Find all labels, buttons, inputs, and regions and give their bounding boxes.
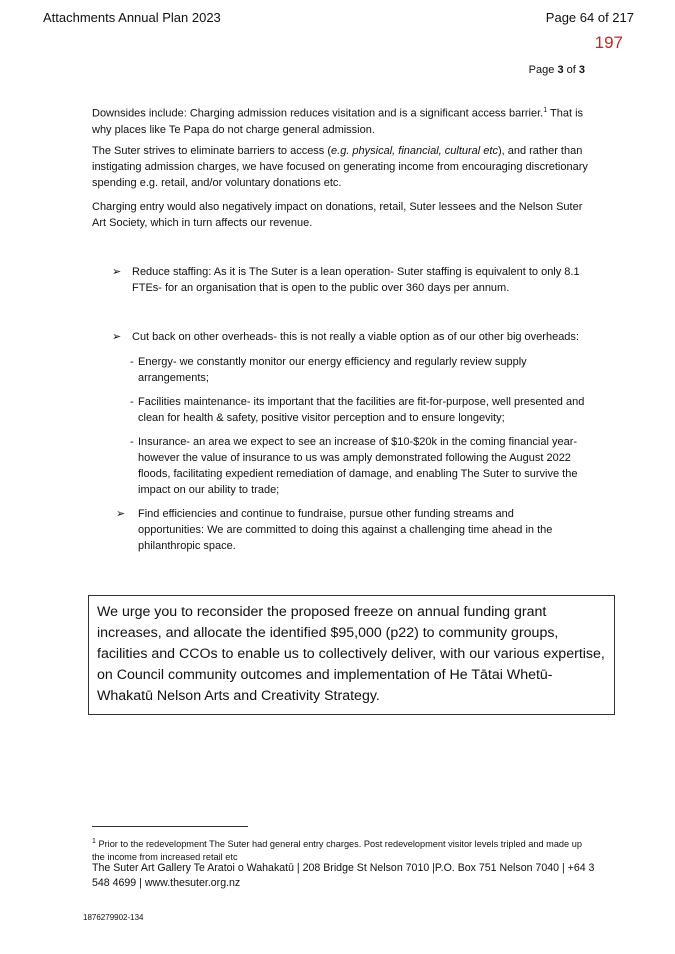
document-id: 1876279902-134 — [83, 913, 144, 922]
gallery-address: The Suter Art Gallery Te Aratoi o Wahakatū | 208 Bridge St Nelson 7010 |P.O. Box 751 Nelson 7040 | +64 3 548 4699 | www.thesuter.org.nz — [92, 862, 595, 889]
page-indicator — [529, 64, 585, 76]
attachments-header: Attachments Annual Plan 2023 — [43, 10, 221, 25]
dash-marker: - — [130, 436, 134, 448]
red-page-number: 197 — [594, 33, 623, 52]
footnote — [92, 835, 592, 864]
bullet-reduce-staffing-text: Reduce staffing: As it is The Suter is a lean operation- Suter staffing is equivalent to only 8.1 FTEs- for an organisation that is open to the public over 360 days per annum. — [132, 266, 580, 294]
sub-facilities-text: Facilities maintenance- its important that the facilities are fit-for-purpose, well presented and clean for health & safety, positive visitor perception and to ensure longevity; — [138, 396, 585, 424]
funding-request-callout: We urge you to reconsider the proposed freeze on annual funding grant increases, and allocate the identified $95,000 (p22) to community groups, facilities and CCOs to enable us to collectively deliver, with our various expertise, on Council community outcomes and implementation of He Tātai Whetū- Whakatū Nelson Arts and Creativity Strategy. — [88, 595, 615, 715]
paragraph-downsides-text-2: That is why places like Te Papa do not charge general admission. — [92, 107, 584, 136]
dash-marker: - — [130, 356, 134, 368]
bullet-cut-overheads-text: Cut back on other overheads- this is not really a viable option as of our other big overheads: — [132, 331, 579, 343]
paragraph-barriers-a: The Suter strives to eliminate barriers to access ( — [92, 145, 332, 157]
sub-energy — [130, 354, 590, 386]
paragraph-barriers — [92, 143, 592, 191]
sub-facilities — [130, 394, 590, 426]
paragraph-downsides-text: Downsides include: Charging admission reduces visitation and is a significant access barrier. — [92, 107, 544, 120]
footnote-mark: 1 — [92, 838, 96, 845]
sub-insurance — [130, 434, 590, 498]
dash-marker: - — [130, 396, 134, 408]
arrow-bullet-icon: ➢ — [112, 331, 122, 343]
paragraph-charging: Charging entry would also negatively impact on donations, retail, Suter lessees and the Nelson Suter Art Society, which in turn affects our revenue. — [92, 201, 583, 229]
footnote-ref: 1 — [543, 107, 548, 114]
arrow-bullet-icon: ➢ — [116, 508, 126, 520]
sub-insurance-text: Insurance- an area we expect to see an increase of $10-$20k in the coming financial year- however the value of insurance to us was amply demonstrated following the August 2022 floods, facilitating expedient remediation of damage, and enabling The Suter to survive the impact on our ability to trade; — [138, 436, 578, 496]
footnote-divider — [92, 826, 248, 827]
paragraph-downsides — [92, 103, 592, 138]
paragraph-barriers-italic: e.g. physical, financial, cultural etc — [331, 145, 498, 157]
page-of: of — [566, 64, 576, 76]
arrow-bullet-icon: ➢ — [112, 266, 122, 278]
footnote-text: Prior to the redevelopment The Suter had general entry charges. Post redevelopment visitor levels tripled and made up the income from increased retail etc — [92, 839, 582, 863]
page-total: 3 — [578, 64, 585, 76]
page-prefix: Page — [528, 64, 555, 76]
page-current: 3 — [557, 64, 564, 76]
paragraph-barriers-b: ), and rather than instigating admission charges, we have focused on generating income from encouraging discretionary spending e.g. retail, and/or voluntary donations etc. — [92, 145, 588, 189]
page-counter-header: Page 64 of 217 — [545, 10, 634, 25]
sub-energy-text: Energy- we constantly monitor our energy efficiency and regularly review supply arrangements; — [138, 356, 527, 384]
bullet-find-efficiencies-text: Find efficiencies and continue to fundraise, pursue other funding streams and opportunities: We are committed to doing this against a challenging time ahead in the philanthropic space. — [138, 508, 553, 552]
